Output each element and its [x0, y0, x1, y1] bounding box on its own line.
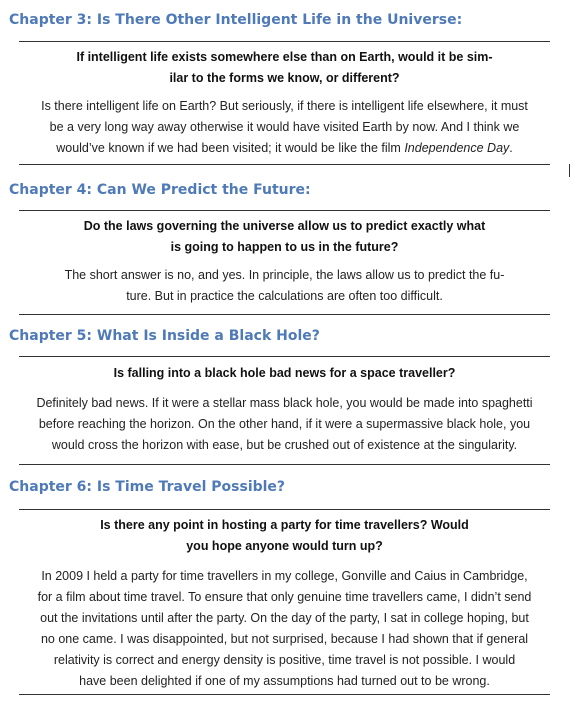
- chapter-3-question-line-1: If intelligent life exists somewhere else than on Earth, would it be sim-: [76, 50, 493, 64]
- chapter-5-bottom-rule: [19, 464, 550, 465]
- chapter-3-title: Chapter 3: Is There Other Intelligent Life in the Universe:: [9, 12, 463, 28]
- chapter-3-answer-line-2: be a very long way away otherwise it would have visited Earth by now. And I think we: [49, 120, 520, 134]
- chapter-3-answer-line-3-end: .: [509, 141, 513, 155]
- chapter-6-answer-line-2: for a film about time travel. To ensure that only genuine time travellers came, I didn’t send: [37, 590, 532, 604]
- chapter-5-question-line-1: Is falling into a black hole bad news for a space traveller?: [113, 366, 456, 380]
- chapter-3-answer-line-3: [19, 138, 550, 159]
- chapter-6-title: Chapter 6: Is Time Travel Possible?: [9, 479, 286, 495]
- chapter-6-question: [19, 515, 550, 557]
- chapter-5-answer-line-2: before reaching the horizon. On the other hand, if it were a supermassive black hole, you: [38, 417, 531, 431]
- chapter-6-answer-line-1: In 2009 I held a party for time travellers in my college, Gonville and Caius in Cambridge,: [41, 569, 528, 583]
- chapter-6-question-line-1: Is there any point in hosting a party for time travellers? Would: [100, 518, 469, 532]
- chapter-6-answer: [19, 566, 550, 692]
- chapter-4-question: [19, 216, 550, 258]
- chapter-3-answer: [19, 96, 550, 159]
- chapter-6-answer-line-5: relativity is correct and energy density is positive, time travel is not possible. I would: [53, 653, 516, 667]
- chapter-5-answer-line-1: Definitely bad news. If it were a stellar mass black hole, you would be made into spaghetti: [36, 396, 533, 410]
- chapter-5-top-rule: [19, 356, 550, 357]
- chapter-4-answer-line-2: ture. But in practice the calculations are often too difficult.: [126, 289, 443, 303]
- chapter-3-question-line-2: ilar to the forms we know, or different?: [169, 71, 400, 85]
- text-cursor: [569, 164, 570, 177]
- chapter-3-question: [19, 47, 550, 89]
- chapter-6-bottom-rule: [19, 694, 550, 695]
- chapter-4-answer-line-1: The short answer is no, and yes. In principle, the laws allow us to predict the fu-: [64, 268, 505, 282]
- film-title: Independence Day: [404, 141, 510, 155]
- chapter-3-top-rule: [19, 41, 550, 42]
- chapter-5-answer: [19, 393, 550, 456]
- chapter-4-bottom-rule: [19, 314, 550, 315]
- chapter-4-question-line-1: Do the laws governing the universe allow us to predict exactly what: [83, 219, 486, 233]
- chapter-3-bottom-rule: [19, 164, 550, 165]
- chapter-5-title: Chapter 5: What Is Inside a Black Hole?: [9, 328, 320, 344]
- chapter-4-answer: [19, 265, 550, 307]
- chapter-6-question-line-2: you hope anyone would turn up?: [186, 539, 383, 553]
- chapter-6-top-rule: [19, 509, 550, 510]
- chapter-4-title: Chapter 4: Can We Predict the Future:: [9, 182, 311, 198]
- chapter-6-answer-line-4: no one came. I was disappointed, but not surprised, because I had shown that if general: [40, 632, 529, 646]
- chapter-3-answer-line-3-text: would’ve known if we had been visited; it would be like the film: [56, 141, 405, 155]
- chapter-5-answer-line-3: would cross the horizon with ease, but be crushed out of existence at the singularity.: [51, 438, 518, 452]
- chapter-6-answer-line-3: out the invitations until after the party. On the day of the party, I sat in college hoping, but: [40, 611, 529, 625]
- chapter-5-question: [19, 363, 550, 384]
- chapter-3-answer-line-1: Is there intelligent life on Earth? But seriously, if there is intelligent life elsewhere, it must: [41, 99, 528, 113]
- chapter-4-question-line-2: is going to happen to us in the future?: [170, 240, 399, 254]
- chapter-6-answer-line-6: have been delighted if one of my assumptions had turned out to be wrong.: [79, 674, 490, 688]
- chapter-4-top-rule: [19, 210, 550, 211]
